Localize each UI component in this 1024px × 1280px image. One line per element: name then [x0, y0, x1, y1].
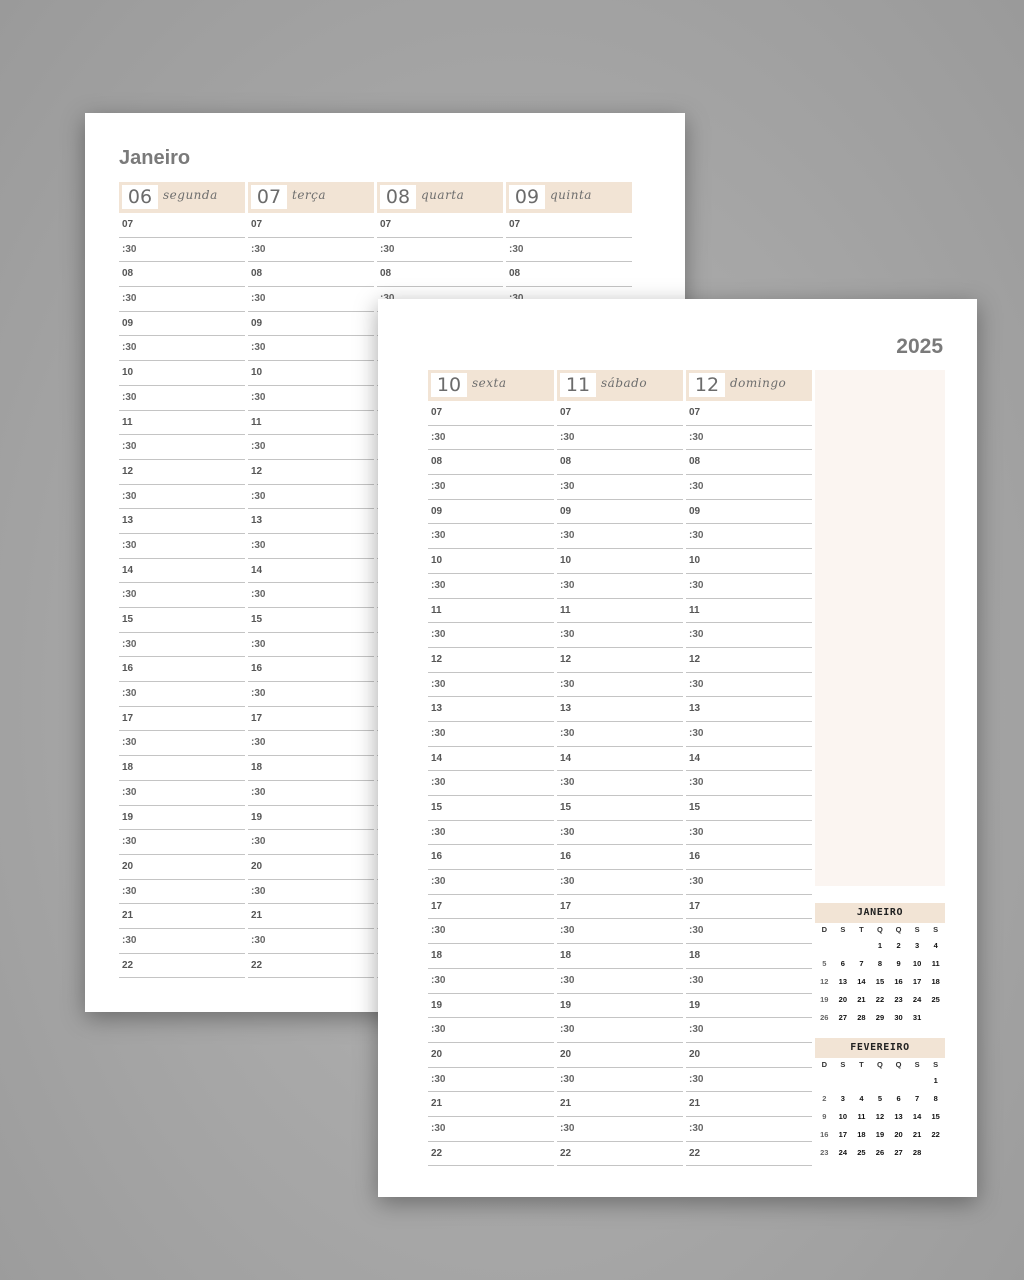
time-slot[interactable]: :30: [557, 426, 683, 451]
time-slot[interactable]: 19: [686, 994, 812, 1019]
calendar-day: 11: [857, 1112, 866, 1121]
time-slot[interactable]: 18: [428, 944, 554, 969]
calendar-day: 28: [857, 1013, 866, 1022]
time-slot[interactable]: :30: [119, 830, 245, 855]
time-slot[interactable]: :30: [428, 969, 554, 994]
calendar-day: 22: [875, 995, 885, 1004]
calendar-day: 25: [931, 995, 940, 1004]
time-slot[interactable]: 07: [557, 401, 683, 426]
time-slot[interactable]: 17: [557, 895, 683, 920]
time-slot[interactable]: 14: [686, 747, 812, 772]
time-slot[interactable]: 13: [557, 697, 683, 722]
time-slot[interactable]: :30: [686, 673, 812, 698]
weekday-label: S: [840, 925, 846, 934]
time-slot[interactable]: :30: [248, 485, 374, 510]
day-header: [377, 182, 503, 213]
time-slot[interactable]: 10: [119, 361, 245, 386]
weekday-label: Q: [877, 1060, 883, 1069]
time-slot[interactable]: :30: [557, 623, 683, 648]
time-slot[interactable]: 22: [119, 954, 245, 979]
time-slot[interactable]: 20: [428, 1043, 554, 1068]
time-slot[interactable]: :30: [428, 1068, 554, 1093]
time-slot[interactable]: 17: [686, 895, 812, 920]
time-slot[interactable]: 18: [248, 756, 374, 781]
time-slot[interactable]: :30: [248, 731, 374, 756]
time-slot[interactable]: :30: [686, 870, 812, 895]
weekday-label: S: [933, 1060, 939, 1069]
time-slot[interactable]: 19: [119, 806, 245, 831]
time-slot[interactable]: 08: [248, 262, 374, 287]
time-slot[interactable]: 09: [686, 500, 812, 525]
time-slot[interactable]: :30: [428, 524, 554, 549]
time-slot[interactable]: 18: [119, 756, 245, 781]
time-slot[interactable]: :30: [686, 1117, 812, 1142]
day-column: [248, 182, 374, 978]
time-slot[interactable]: :30: [428, 574, 554, 599]
time-slot[interactable]: 09: [119, 312, 245, 337]
day-header: [557, 370, 683, 401]
time-slot[interactable]: 10: [686, 549, 812, 574]
time-slot[interactable]: 18: [686, 944, 812, 969]
time-slot[interactable]: :30: [686, 623, 812, 648]
day-header: [686, 370, 812, 401]
time-slot[interactable]: :30: [686, 475, 812, 500]
time-slot[interactable]: 21: [686, 1092, 812, 1117]
time-slot[interactable]: 07: [377, 213, 503, 238]
calendar-day: [834, 937, 853, 955]
weekday-label: D: [821, 1060, 827, 1069]
time-slot[interactable]: 15: [557, 796, 683, 821]
calendar-day: 17: [838, 1130, 848, 1139]
calendar-day: 18: [931, 977, 940, 986]
time-slot[interactable]: :30: [557, 673, 683, 698]
calendar-day: 12: [875, 1112, 885, 1121]
calendar-day: 24: [838, 1148, 848, 1157]
time-slot[interactable]: 16: [557, 845, 683, 870]
time-slot[interactable]: 20: [557, 1043, 683, 1068]
time-slot[interactable]: :30: [428, 722, 554, 747]
calendar-day: 6: [840, 959, 845, 968]
calendar-day: 9: [896, 959, 901, 968]
time-slot[interactable]: :30: [119, 287, 245, 312]
weekday-label: Q: [895, 925, 902, 934]
calendar-day: 27: [838, 1013, 848, 1022]
time-slot[interactable]: :30: [557, 1018, 683, 1043]
time-slot[interactable]: :30: [248, 336, 374, 361]
calendar-day: 25: [857, 1148, 866, 1157]
time-slot[interactable]: :30: [686, 821, 812, 846]
time-slot[interactable]: 09: [428, 500, 554, 525]
calendar-day: 10: [838, 1112, 848, 1121]
calendar-day: [889, 1072, 908, 1090]
calendar-day: 6: [896, 1094, 901, 1103]
calendar-day: [815, 937, 834, 955]
day-header: [506, 182, 632, 213]
time-slot[interactable]: :30: [686, 426, 812, 451]
calendar-day: 9: [822, 1112, 827, 1121]
time-slot[interactable]: :30: [506, 238, 632, 263]
time-slot[interactable]: :30: [119, 880, 245, 905]
mini-calendar-janeiro: [815, 903, 945, 1027]
time-slot[interactable]: :30: [686, 574, 812, 599]
time-slot[interactable]: 14: [248, 559, 374, 584]
weekday-label: T: [859, 1060, 864, 1069]
time-slot[interactable]: :30: [377, 238, 503, 263]
calendar-day: 8: [933, 1094, 938, 1103]
time-slot[interactable]: 12: [557, 648, 683, 673]
time-slot[interactable]: :30: [248, 633, 374, 658]
time-slot[interactable]: :30: [428, 919, 554, 944]
weekday-label: S: [840, 1060, 846, 1069]
calendar-day: 20: [838, 995, 848, 1004]
day-number: 09: [509, 185, 545, 209]
time-slot[interactable]: :30: [557, 524, 683, 549]
time-slot[interactable]: :30: [686, 722, 812, 747]
time-slot[interactable]: :30: [119, 633, 245, 658]
calendar-day: 16: [820, 1130, 829, 1139]
time-slot[interactable]: 14: [428, 747, 554, 772]
weekday-label: Q: [895, 1060, 902, 1069]
calendar-day: 14: [912, 1112, 922, 1121]
day-number: 12: [689, 373, 725, 397]
calendar-day: 1: [877, 941, 883, 950]
time-slot[interactable]: :30: [119, 731, 245, 756]
time-slot[interactable]: :30: [119, 583, 245, 608]
calendar-day: [852, 937, 871, 955]
time-slot[interactable]: 15: [428, 796, 554, 821]
calendar-day: 4: [859, 1094, 864, 1103]
time-slot[interactable]: 10: [428, 549, 554, 574]
calendar-day: 23: [894, 995, 903, 1004]
time-slot[interactable]: 10: [557, 549, 683, 574]
weekday-label: Q: [877, 925, 883, 934]
weekday-label: S: [914, 925, 920, 934]
calendar-day: 14: [857, 977, 866, 986]
calendar-day: [871, 1072, 890, 1090]
time-slot[interactable]: 22: [248, 954, 374, 979]
time-slot[interactable]: :30: [557, 870, 683, 895]
time-slot[interactable]: :30: [248, 287, 374, 312]
time-slot[interactable]: 16: [248, 657, 374, 682]
time-slot[interactable]: :30: [119, 336, 245, 361]
calendar-day: 15: [931, 1112, 940, 1121]
time-slot[interactable]: 07: [119, 213, 245, 238]
time-slot[interactable]: 19: [428, 994, 554, 1019]
time-slot[interactable]: 22: [557, 1142, 683, 1167]
time-slot[interactable]: 12: [119, 460, 245, 485]
day-name: terça: [292, 188, 327, 202]
time-slot[interactable]: 13: [119, 509, 245, 534]
time-slot[interactable]: :30: [686, 969, 812, 994]
calendar-day: 15: [875, 977, 885, 986]
calendar-day: 16: [894, 977, 903, 986]
calendar-day: 26: [875, 1148, 885, 1157]
calendar-day: 24: [912, 995, 922, 1004]
time-slot[interactable]: 17: [248, 707, 374, 732]
time-slot[interactable]: 07: [428, 401, 554, 426]
time-slot[interactable]: 08: [506, 262, 632, 287]
calendar-day: 13: [894, 1112, 903, 1121]
time-slot[interactable]: 20: [248, 855, 374, 880]
calendar-day: 11: [931, 959, 940, 968]
day-number: 10: [431, 373, 467, 397]
time-slot[interactable]: 17: [428, 895, 554, 920]
weekday-label: T: [859, 925, 864, 934]
time-slot[interactable]: :30: [119, 386, 245, 411]
time-slot[interactable]: :30: [686, 919, 812, 944]
time-slot[interactable]: 13: [248, 509, 374, 534]
time-slot[interactable]: :30: [557, 1068, 683, 1093]
time-slot[interactable]: :30: [557, 821, 683, 846]
time-slot[interactable]: 08: [686, 450, 812, 475]
calendar-day: 17: [912, 977, 922, 986]
time-slot[interactable]: :30: [428, 426, 554, 451]
calendar-day: 13: [838, 977, 848, 986]
day-number: 06: [122, 185, 158, 209]
calendar-day: 10: [912, 959, 922, 968]
time-slot[interactable]: 07: [506, 213, 632, 238]
mini-calendar-grid: [815, 1058, 945, 1162]
time-slot[interactable]: 16: [119, 657, 245, 682]
weekday-label: S: [933, 925, 939, 934]
time-slot[interactable]: 11: [686, 599, 812, 624]
calendar-day: 20: [894, 1130, 903, 1139]
time-slot[interactable]: :30: [428, 1117, 554, 1142]
time-slot[interactable]: 07: [248, 213, 374, 238]
time-slot[interactable]: :30: [428, 771, 554, 796]
day-name: quarta: [421, 188, 465, 202]
time-slot[interactable]: 09: [557, 500, 683, 525]
month-title: Janeiro: [119, 147, 191, 169]
day-number: 08: [380, 185, 416, 209]
year-title: 2025: [896, 335, 943, 358]
calendar-day: 12: [820, 977, 829, 986]
calendar-day: 23: [820, 1148, 829, 1157]
calendar-day: 1: [933, 1076, 938, 1085]
calendar-day: 5: [822, 959, 827, 968]
calendar-day: 19: [820, 995, 829, 1004]
time-slot[interactable]: :30: [428, 475, 554, 500]
calendar-day: [926, 1009, 945, 1027]
day-name: sexta: [472, 376, 507, 390]
time-slot[interactable]: 08: [377, 262, 503, 287]
day-name: domingo: [730, 376, 787, 390]
calendar-day: 21: [857, 995, 866, 1004]
time-slot[interactable]: 13: [428, 697, 554, 722]
time-slot[interactable]: 13: [686, 697, 812, 722]
calendar-day: [926, 1144, 945, 1162]
day-number: 07: [251, 185, 287, 209]
calendar-day: 22: [931, 1130, 940, 1139]
time-slot[interactable]: :30: [248, 583, 374, 608]
time-slot[interactable]: 12: [428, 648, 554, 673]
time-slot[interactable]: :30: [119, 238, 245, 263]
time-slot[interactable]: :30: [557, 919, 683, 944]
calendar-day: 28: [912, 1148, 922, 1157]
time-slot[interactable]: :30: [428, 623, 554, 648]
time-slot[interactable]: 18: [557, 944, 683, 969]
time-slot[interactable]: 20: [119, 855, 245, 880]
calendar-day: 5: [877, 1094, 883, 1103]
calendar-day: 2: [896, 941, 901, 950]
time-slot[interactable]: :30: [119, 781, 245, 806]
time-slot[interactable]: :30: [686, 524, 812, 549]
day-header: [119, 182, 245, 213]
time-slot[interactable]: 16: [428, 845, 554, 870]
day-column: [557, 370, 683, 1166]
time-slot[interactable]: 17: [119, 707, 245, 732]
time-slot[interactable]: 21: [119, 904, 245, 929]
mini-calendar-title: JANEIRO: [815, 903, 945, 923]
notes-area[interactable]: [815, 370, 945, 886]
calendar-day: [834, 1072, 853, 1090]
time-slot[interactable]: 22: [428, 1142, 554, 1167]
calendar-day: 26: [820, 1013, 829, 1022]
time-slot[interactable]: 15: [686, 796, 812, 821]
calendar-day: 29: [875, 1013, 885, 1022]
weekday-label: D: [821, 925, 827, 934]
time-slot[interactable]: 08: [119, 262, 245, 287]
time-slot[interactable]: :30: [248, 435, 374, 460]
day-column: [119, 182, 245, 978]
time-slot[interactable]: :30: [119, 929, 245, 954]
calendar-day: [908, 1072, 927, 1090]
calendar-day: [815, 1072, 834, 1090]
time-slot[interactable]: 11: [248, 411, 374, 436]
time-slot[interactable]: :30: [557, 1117, 683, 1142]
time-slot[interactable]: 09: [248, 312, 374, 337]
time-slot[interactable]: 21: [248, 904, 374, 929]
calendar-day: [852, 1072, 871, 1090]
calendar-day: 3: [915, 941, 920, 950]
mini-calendar-title: FEVEREIRO: [815, 1038, 945, 1058]
time-slot[interactable]: 14: [119, 559, 245, 584]
calendar-day: 31: [912, 1013, 922, 1022]
time-slot[interactable]: 16: [686, 845, 812, 870]
day-header: [248, 182, 374, 213]
time-slot[interactable]: :30: [119, 682, 245, 707]
time-slot[interactable]: 21: [557, 1092, 683, 1117]
time-slot[interactable]: :30: [119, 485, 245, 510]
calendar-day: 18: [857, 1130, 866, 1139]
calendar-day: 4: [933, 941, 938, 950]
time-slot[interactable]: :30: [557, 722, 683, 747]
time-slot[interactable]: 15: [119, 608, 245, 633]
time-slot[interactable]: :30: [248, 238, 374, 263]
time-slot[interactable]: :30: [119, 435, 245, 460]
mini-calendar-grid: [815, 923, 945, 1027]
day-number: 11: [560, 373, 596, 397]
time-slot[interactable]: :30: [248, 929, 374, 954]
time-slot[interactable]: :30: [557, 574, 683, 599]
day-name: quinta: [550, 188, 592, 202]
time-slot[interactable]: :30: [428, 870, 554, 895]
calendar-day: 2: [822, 1094, 827, 1103]
calendar-day: 7: [915, 1094, 920, 1103]
time-slot[interactable]: 12: [248, 460, 374, 485]
time-slot[interactable]: 10: [248, 361, 374, 386]
time-slot[interactable]: 08: [557, 450, 683, 475]
time-slot[interactable]: 11: [557, 599, 683, 624]
time-slot[interactable]: :30: [428, 821, 554, 846]
time-slot[interactable]: :30: [557, 969, 683, 994]
mini-calendar-fevereiro: [815, 1038, 945, 1162]
time-slot[interactable]: :30: [428, 673, 554, 698]
day-name: segunda: [163, 188, 218, 202]
time-slot[interactable]: :30: [557, 475, 683, 500]
time-slot[interactable]: 11: [119, 411, 245, 436]
time-slot[interactable]: :30: [248, 534, 374, 559]
time-slot[interactable]: :30: [119, 534, 245, 559]
time-slot[interactable]: 07: [686, 401, 812, 426]
weekday-label: S: [914, 1060, 920, 1069]
time-slot[interactable]: :30: [686, 771, 812, 796]
time-slot[interactable]: 22: [686, 1142, 812, 1167]
calendar-day: 27: [894, 1148, 903, 1157]
time-slot[interactable]: :30: [686, 1068, 812, 1093]
time-slot[interactable]: :30: [248, 830, 374, 855]
time-slot[interactable]: 20: [686, 1043, 812, 1068]
day-name: sábado: [601, 376, 648, 390]
time-slot[interactable]: :30: [248, 880, 374, 905]
time-slot[interactable]: 14: [557, 747, 683, 772]
time-slot[interactable]: 21: [428, 1092, 554, 1117]
time-slot[interactable]: 11: [428, 599, 554, 624]
planner-page-right: [378, 299, 977, 1197]
day-column: [686, 370, 812, 1166]
calendar-day: 30: [894, 1013, 903, 1022]
time-slot[interactable]: 19: [248, 806, 374, 831]
day-header: [428, 370, 554, 401]
time-slot[interactable]: 08: [428, 450, 554, 475]
calendar-day: 21: [912, 1130, 922, 1139]
day-column: [428, 370, 554, 1166]
time-slot[interactable]: :30: [686, 1018, 812, 1043]
time-slot[interactable]: :30: [557, 771, 683, 796]
time-slot[interactable]: 12: [686, 648, 812, 673]
calendar-day: 3: [840, 1094, 845, 1103]
time-slot[interactable]: 19: [557, 994, 683, 1019]
calendar-day: 8: [877, 959, 883, 968]
time-slot[interactable]: 15: [248, 608, 374, 633]
calendar-day: 19: [875, 1130, 885, 1139]
time-slot[interactable]: :30: [248, 682, 374, 707]
time-slot[interactable]: :30: [428, 1018, 554, 1043]
time-slot[interactable]: :30: [248, 781, 374, 806]
calendar-day: 7: [859, 959, 864, 968]
time-slot[interactable]: :30: [248, 386, 374, 411]
